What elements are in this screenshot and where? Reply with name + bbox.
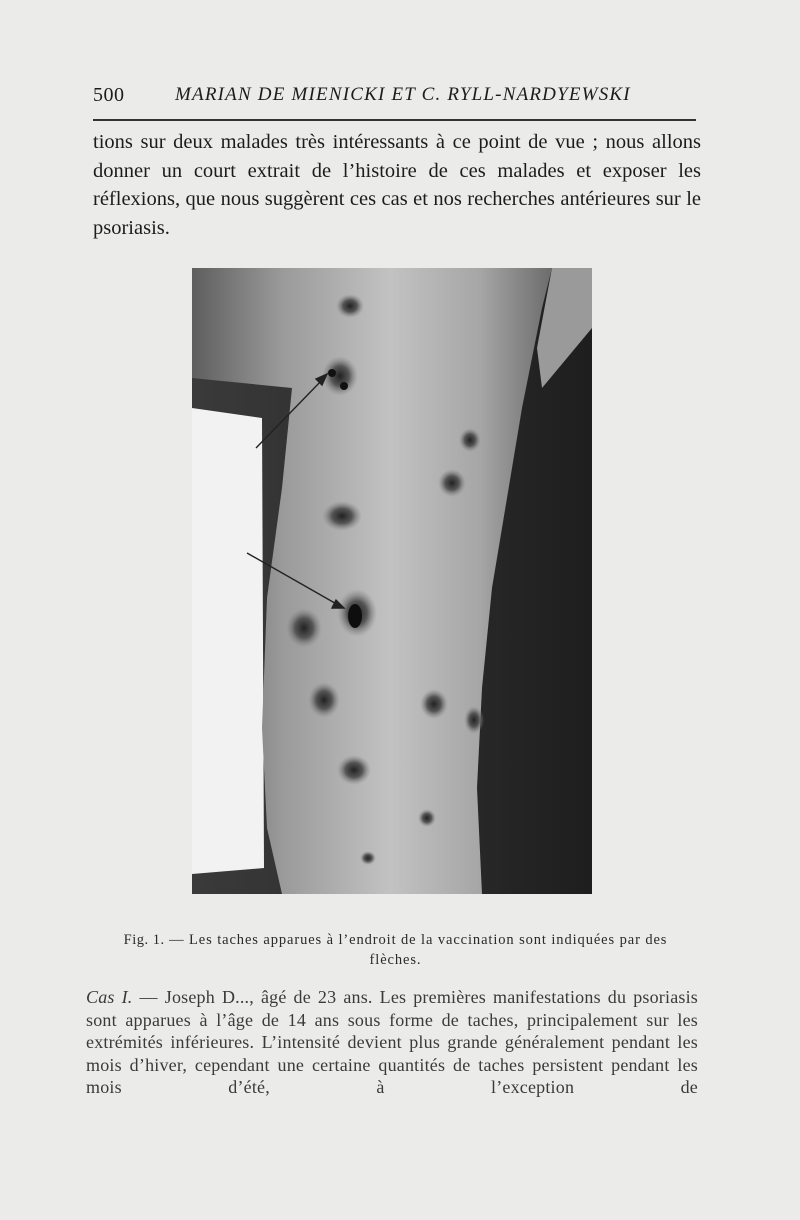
figure-label: Fig. 1.	[123, 932, 165, 948]
case-paragraph	[86, 986, 698, 1099]
header-rule	[93, 119, 696, 121]
intro-paragraph: tions sur deux malades très intéressants à ce point de vue ; nous allons donner un court extrait de l’histoire de ces malades et exposer les réflexions, que nous suggèrent ces cas et nos recherches antérieures sur le psoriasis.	[93, 131, 701, 239]
figure-caption	[108, 930, 683, 970]
figure-caption-text: — Les taches apparues à l’endroit de la vaccination sont indiquées par des flèches.	[169, 932, 668, 968]
running-head: MARIAN DE MIENICKI ET C. RYLL-NARDYEWSKI	[175, 84, 631, 105]
arm-photo-illustration	[192, 268, 592, 894]
case-label: Cas I.	[86, 987, 133, 1007]
case-body: — Joseph D..., âgé de 23 ans. Les premières manifestations du psoriasis sont apparues à l’âge de 14 ans sous forme de taches, principalement sur les extrémités inférieures. L’intensité devient plus grande généralement pendant les mois d’hiver, cependant une certaine quantités de taches persistent pendant les mois d’été, à l’exception de	[86, 987, 698, 1097]
figure-photograph	[192, 268, 592, 894]
page-number: 500	[93, 84, 125, 106]
